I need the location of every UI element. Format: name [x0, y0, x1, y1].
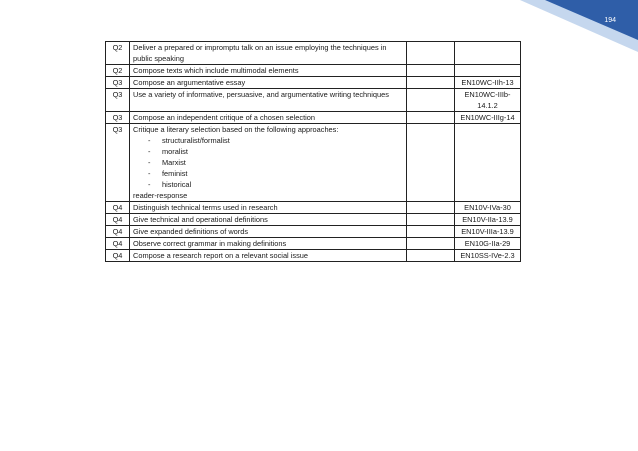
- competency-table: [105, 41, 521, 262]
- approach-label: moralist: [162, 147, 188, 156]
- dash-bullet-icon: -: [148, 169, 151, 178]
- quarter-cell: Q3: [106, 112, 130, 124]
- approach-label: historical: [162, 180, 192, 189]
- quarter-cell: Q2: [106, 42, 130, 65]
- approach-item: [148, 135, 403, 146]
- quarter-cell: Q4: [106, 238, 130, 250]
- quarter-cell: Q4: [106, 250, 130, 262]
- code-cell: [455, 65, 521, 77]
- competency-cell: Compose texts which include multimodal elements: [130, 65, 407, 77]
- approach-item: [148, 157, 403, 168]
- competency-text: Critique a literary selection based on the following approaches:: [133, 125, 339, 134]
- table-row: [106, 124, 521, 202]
- quarter-cell: Q4: [106, 226, 130, 238]
- table-row: [106, 77, 521, 89]
- code-cell: [455, 124, 521, 202]
- approach-extra: reader-response: [133, 191, 188, 200]
- table-row: [106, 238, 521, 250]
- blank-cell: [407, 214, 455, 226]
- approach-label: Marxist: [162, 158, 186, 167]
- competency-cell: Compose an independent critique of a chosen selection: [130, 112, 407, 124]
- blank-cell: [407, 112, 455, 124]
- code-cell: [455, 42, 521, 65]
- quarter-cell: Q3: [106, 124, 130, 202]
- table-row: [106, 65, 521, 77]
- code-cell: EN10V-IVa-30: [455, 202, 521, 214]
- page-number: 194: [604, 17, 616, 24]
- blank-cell: [407, 238, 455, 250]
- blank-cell: [407, 77, 455, 89]
- table-row: [106, 250, 521, 262]
- table-row: [106, 42, 521, 65]
- blank-cell: [407, 226, 455, 238]
- approach-list: [133, 135, 403, 190]
- competency-cell: Use a variety of informative, persuasive, and argumentative writing techniques: [130, 89, 407, 112]
- dash-bullet-icon: -: [148, 180, 151, 189]
- code-cell: EN10G-IIa-29: [455, 238, 521, 250]
- dash-bullet-icon: -: [148, 158, 151, 167]
- quarter-cell: Q4: [106, 214, 130, 226]
- blank-cell: [407, 42, 455, 65]
- dash-bullet-icon: -: [148, 136, 151, 145]
- approach-label: feminist: [162, 169, 188, 178]
- approach-item: [148, 179, 403, 190]
- table-row: [106, 202, 521, 214]
- quarter-cell: Q4: [106, 202, 130, 214]
- approach-label: structuralist/formalist: [162, 136, 230, 145]
- competency-cell: Distinguish technical terms used in research: [130, 202, 407, 214]
- code-cell: EN10V-IIIa-13.9: [455, 226, 521, 238]
- approach-item: [148, 146, 403, 157]
- competency-cell: Observe correct grammar in making definitions: [130, 238, 407, 250]
- code-cell: EN10WC-IIh-13: [455, 77, 521, 89]
- competency-cell: [130, 124, 407, 202]
- table-row: [106, 226, 521, 238]
- competency-cell: Deliver a prepared or impromptu talk on an issue employing the techniques in public speaking: [130, 42, 407, 65]
- blank-cell: [407, 89, 455, 112]
- table-row: [106, 112, 521, 124]
- code-cell: EN10WC-IIIb-14.1.2: [455, 89, 521, 112]
- competency-cell: Give technical and operational definitions: [130, 214, 407, 226]
- table-row: [106, 89, 521, 112]
- blank-cell: [407, 65, 455, 77]
- competency-cell: Compose a research report on a relevant social issue: [130, 250, 407, 262]
- code-cell: EN10WC-IIIg-14: [455, 112, 521, 124]
- table-row: [106, 214, 521, 226]
- code-cell: EN10V-IIa-13.9: [455, 214, 521, 226]
- quarter-cell: Q3: [106, 89, 130, 112]
- quarter-cell: Q3: [106, 77, 130, 89]
- competency-cell: Give expanded definitions of words: [130, 226, 407, 238]
- blank-cell: [407, 250, 455, 262]
- quarter-cell: Q2: [106, 65, 130, 77]
- approach-item: [148, 168, 403, 179]
- blank-cell: [407, 124, 455, 202]
- dash-bullet-icon: -: [148, 147, 151, 156]
- code-cell: EN10SS-IVe-2.3: [455, 250, 521, 262]
- competency-cell: Compose an argumentative essay: [130, 77, 407, 89]
- blank-cell: [407, 202, 455, 214]
